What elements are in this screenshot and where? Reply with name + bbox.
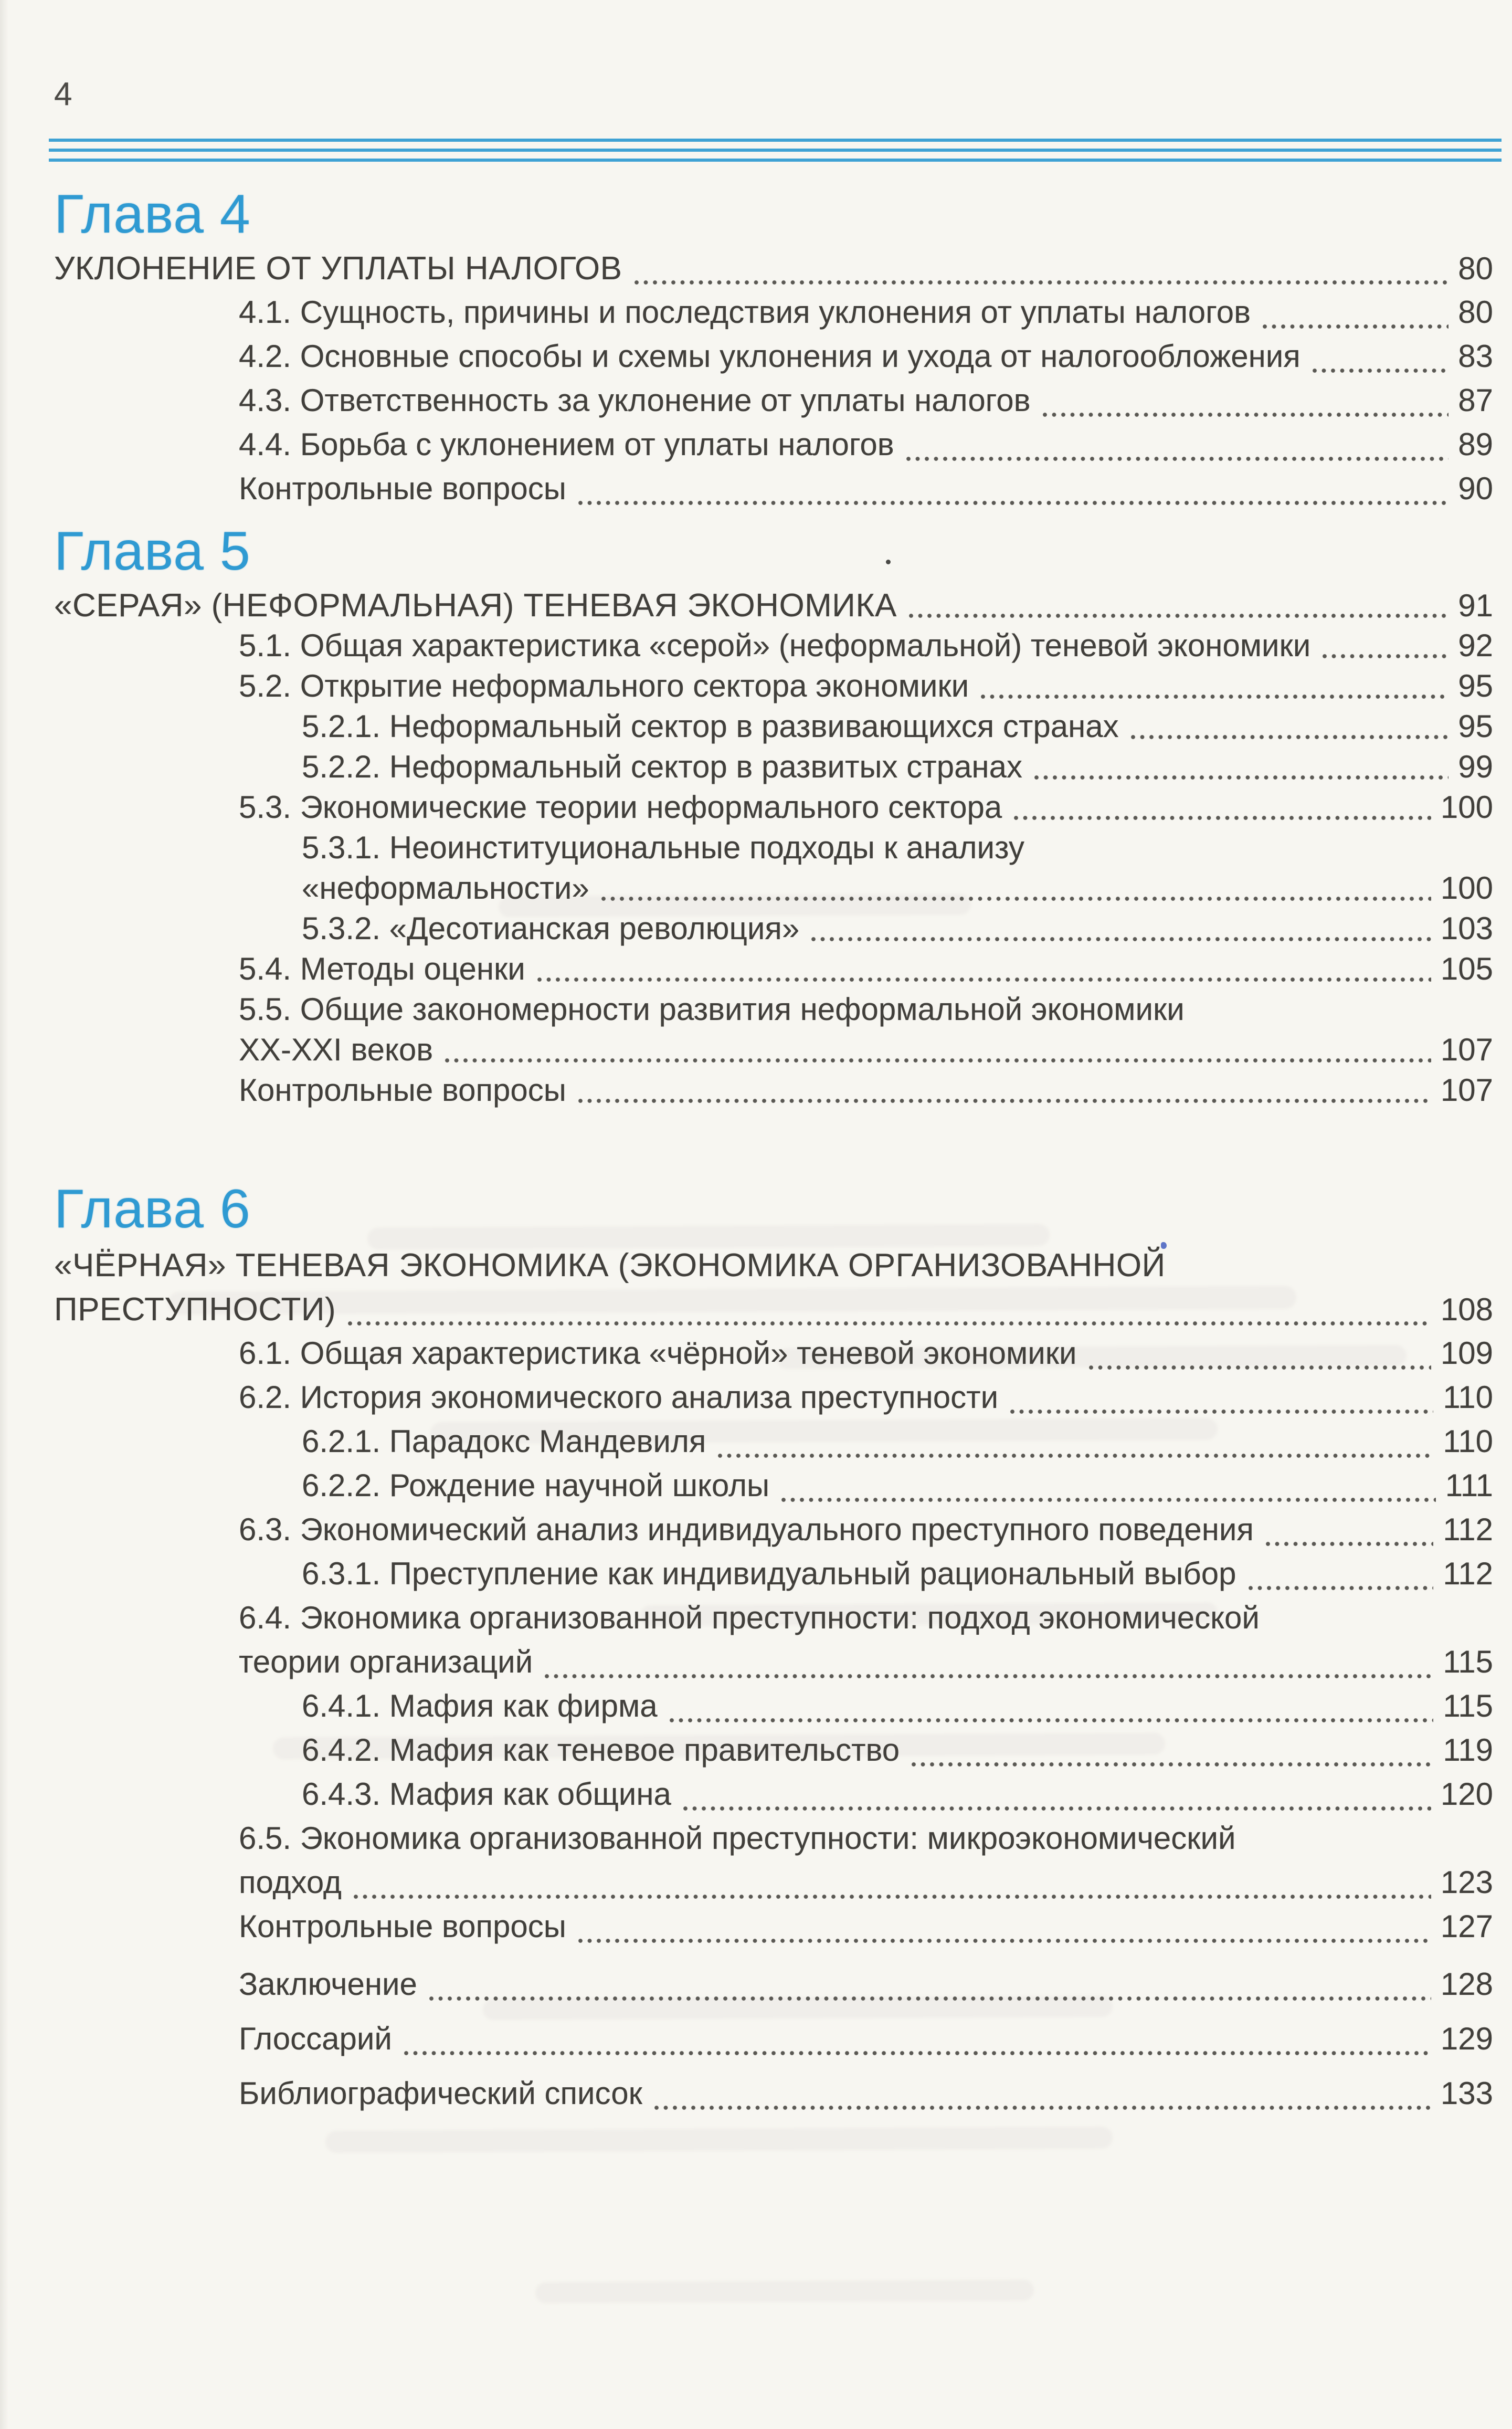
toc-entry-title: 6.4.3. Мафия как община [302, 1776, 671, 1812]
dot-leader [347, 1321, 1431, 1326]
toc-row [54, 668, 1493, 708]
toc-entry-title: 6.2. История экономического анализа преступности [239, 1380, 999, 1415]
toc-row [54, 789, 1493, 829]
toc-row [54, 1820, 1493, 1864]
toc-row [54, 1467, 1493, 1511]
toc-entry-title: 5.1. Общая характеристика «серой» (неформальной) теневой экономики [239, 628, 1311, 663]
dot-leader [353, 1894, 1431, 1899]
toc-page-number: 95 [1458, 668, 1493, 703]
toc-page-number: 107 [1440, 1032, 1493, 1067]
toc-entry-title: «СЕРАЯ» (НЕФОРМАЛЬНАЯ) ТЕНЕВАЯ ЭКОНОМИКА [54, 587, 897, 624]
toc-page-number: 120 [1440, 1776, 1493, 1812]
dot-leader [578, 1098, 1431, 1103]
toc-entry-title: XX-XXI веков [239, 1032, 433, 1067]
toc-row [54, 338, 1493, 382]
toc-row [54, 951, 1493, 991]
chapter-heading: Глава 6 [54, 1179, 251, 1239]
toc-page-number: 128 [1440, 1967, 1493, 2002]
toc-entry-title: 6.2.2. Рождение научной школы [302, 1468, 770, 1503]
toc-page-number: 105 [1440, 951, 1493, 986]
toc-entry-title: 6.4.2. Мафия как теневое правительство [302, 1732, 900, 1768]
toc-page-number: 108 [1440, 1292, 1493, 1327]
toc-page-number: 109 [1440, 1336, 1493, 1371]
toc-entry-title: УКЛОНЕНИЕ ОТ УПЛАТЫ НАЛОГОВ [54, 250, 622, 287]
toc-row [54, 1335, 1493, 1379]
toc-entry-title: 4.2. Основные способы и схемы уклонения и ухода от налогообложения [239, 339, 1300, 374]
toc-row [54, 1864, 1493, 1908]
toc-row [54, 1732, 1493, 1776]
dot-leader [717, 1453, 1433, 1458]
toc-entry-title: 5.5. Общие закономерности развития неформальной экономики [239, 992, 1185, 1027]
toc-entry-title: 6.3. Экономический анализ индивидуального преступного поведения [239, 1512, 1254, 1547]
toc-page-number: 103 [1440, 911, 1493, 946]
toc-row [54, 2075, 1493, 2119]
toc-page-number: 92 [1458, 628, 1493, 663]
toc-entry-title: «ЧЁРНАЯ» ТЕНЕВАЯ ЭКОНОМИКА (ЭКОНОМИКА ОРГАНИЗОВАННОЙ [54, 1247, 1166, 1284]
toc-row [54, 1247, 1493, 1291]
toc-row [54, 470, 1493, 514]
toc-page-number: 100 [1440, 790, 1493, 825]
toc-entry-title: Глоссарий [239, 2021, 392, 2056]
toc-page-number: 129 [1440, 2021, 1493, 2056]
toc-group [54, 522, 1493, 1112]
toc-page-number: 110 [1443, 1424, 1493, 1459]
toc-page-number: 119 [1443, 1732, 1493, 1768]
toc-entry-title: 5.4. Методы оценки [239, 951, 525, 986]
dot-leader [908, 613, 1448, 618]
toc-entry-title: Контрольные вопросы [239, 471, 566, 506]
toc-entry-title: 6.1. Общая характеристика «чёрной» теневой экономики [239, 1336, 1077, 1371]
dot-leader [537, 977, 1431, 982]
toc-page-number: 110 [1443, 1380, 1493, 1415]
toc-row [54, 991, 1493, 1032]
dot-leader [578, 500, 1448, 506]
toc-group [54, 1966, 1493, 2119]
toc-page-number: 80 [1458, 295, 1493, 330]
toc-row [54, 1379, 1493, 1423]
toc-entry-title: «неформальности» [302, 870, 589, 906]
toc-page-number: 112 [1443, 1556, 1493, 1591]
toc-page [54, 0, 1493, 2119]
toc-row [54, 294, 1493, 338]
dot-leader [654, 2105, 1431, 2110]
dot-leader [1265, 1541, 1433, 1547]
dot-leader [601, 896, 1431, 901]
dot-leader [1034, 775, 1448, 780]
dot-leader [1042, 412, 1449, 417]
dot-leader [781, 1497, 1436, 1502]
toc-entry-title: 6.2.1. Парадокс Мандевиля [302, 1424, 706, 1459]
dot-leader [669, 1718, 1434, 1723]
dot-leader [1088, 1365, 1431, 1370]
toc-entry-title: Контрольные вопросы [239, 1072, 566, 1108]
toc-row [54, 1423, 1493, 1467]
dot-leader [1322, 654, 1448, 659]
dot-leader [1130, 734, 1449, 740]
dot-leader [544, 1674, 1433, 1679]
toc-page-number: 90 [1458, 471, 1493, 506]
toc-page-number: 95 [1458, 709, 1493, 744]
dot-leader [1262, 324, 1448, 329]
toc-row [54, 910, 1493, 951]
toc-row [54, 1644, 1493, 1688]
scan-edge-shadow [0, 0, 8, 2429]
toc-entry-title: 6.4. Экономика организованной преступности: подход экономической [239, 1600, 1260, 1635]
toc-page-number: 111 [1445, 1468, 1493, 1503]
dot-leader [1248, 1585, 1434, 1591]
toc-entry-title: 4.1. Сущность, причины и последствия уклонения от уплаты налогов [239, 295, 1251, 330]
dot-leader [683, 1806, 1431, 1811]
toc-row [54, 587, 1493, 627]
toc-entry-title: 5.3.1. Неоинституциональные подходы к анализу [302, 830, 1024, 865]
toc-row [54, 1688, 1493, 1732]
dot-leader [634, 280, 1449, 285]
table-of-contents [54, 185, 1493, 2119]
toc-row [54, 1600, 1493, 1644]
toc-row [54, 829, 1493, 870]
chapter-heading: Глава 5 [54, 521, 251, 582]
toc-row [54, 2021, 1493, 2065]
dot-leader [1013, 815, 1431, 821]
toc-entry-title: 4.3. Ответственность за уклонение от уплаты налогов [239, 383, 1031, 418]
toc-row [54, 1908, 1493, 1952]
toc-entry-title: 5.2.1. Неформальный сектор в развивающихся странах [302, 709, 1119, 744]
dot-leader [980, 694, 1448, 699]
toc-entry-title: 5.2.2. Неформальный сектор в развитых странах [302, 749, 1022, 784]
toc-row [54, 1776, 1493, 1820]
toc-row [54, 382, 1493, 426]
toc-entry-title: 5.3.2. «Десотианская революция» [302, 911, 800, 946]
dot-leader [404, 2051, 1431, 2056]
toc-entry-title: 6.5. Экономика организованной преступности: микроэкономический [239, 1821, 1236, 1856]
toc-row [54, 627, 1493, 668]
toc-page-number: 100 [1440, 870, 1493, 906]
toc-page-number: 127 [1440, 1909, 1493, 1944]
toc-row [54, 426, 1493, 470]
toc-page-number: 115 [1443, 1688, 1493, 1723]
toc-page-number: 99 [1458, 749, 1493, 784]
dot-leader [811, 937, 1431, 942]
toc-row [54, 708, 1493, 749]
toc-page-number: 83 [1458, 339, 1493, 374]
toc-entry-title: 6.4.1. Мафия как фирма [302, 1688, 658, 1723]
toc-page-number: 123 [1440, 1865, 1493, 1900]
toc-row [54, 870, 1493, 910]
bleed-through-artifact [325, 2127, 1113, 2153]
dot-leader [1010, 1409, 1433, 1414]
page-number: 4 [54, 76, 72, 112]
toc-row [54, 1072, 1493, 1112]
toc-row [54, 1291, 1493, 1335]
toc-page-number: 87 [1458, 383, 1493, 418]
toc-page-number: 112 [1443, 1512, 1493, 1547]
dot-leader [1312, 368, 1449, 373]
dot-leader [911, 1762, 1433, 1767]
dot-leader [429, 1996, 1431, 2001]
toc-page-number: 80 [1458, 251, 1493, 286]
toc-row [54, 749, 1493, 789]
dot-leader [445, 1058, 1431, 1063]
toc-row [54, 250, 1493, 294]
header-divider-rule [49, 139, 1502, 162]
toc-entry-title: 5.3. Экономические теории неформального сектора [239, 790, 1002, 825]
toc-entry-title: подход [239, 1865, 342, 1900]
toc-row [54, 1511, 1493, 1555]
bleed-through-artifact [535, 2280, 1034, 2304]
toc-entry-title: Заключение [239, 1967, 417, 2002]
toc-row [54, 1032, 1493, 1072]
toc-entry-title: ПРЕСТУПНОСТИ) [54, 1291, 336, 1328]
dot-leader [578, 1938, 1431, 1943]
toc-entry-title: Библиографический список [239, 2076, 642, 2111]
toc-group [54, 1180, 1493, 1952]
toc-group [54, 185, 1493, 514]
toc-entry-title: 5.2. Открытие неформального сектора экономики [239, 668, 969, 703]
chapter-heading: Глава 4 [54, 184, 251, 245]
toc-entry-title: теории организаций [239, 1644, 533, 1679]
toc-page-number: 89 [1458, 427, 1493, 462]
toc-row [54, 1966, 1493, 2010]
toc-row [54, 1555, 1493, 1600]
toc-page-number: 107 [1440, 1072, 1493, 1108]
toc-page-number: 91 [1458, 588, 1493, 623]
dot-leader [906, 456, 1449, 461]
toc-page-number: 133 [1440, 2076, 1493, 2111]
toc-entry-title: Контрольные вопросы [239, 1909, 566, 1944]
toc-page-number: 115 [1443, 1644, 1493, 1679]
toc-entry-title: 4.4. Борьба с уклонением от уплаты налогов [239, 427, 894, 462]
toc-entry-title: 6.3.1. Преступление как индивидуальный рациональный выбор [302, 1556, 1236, 1591]
